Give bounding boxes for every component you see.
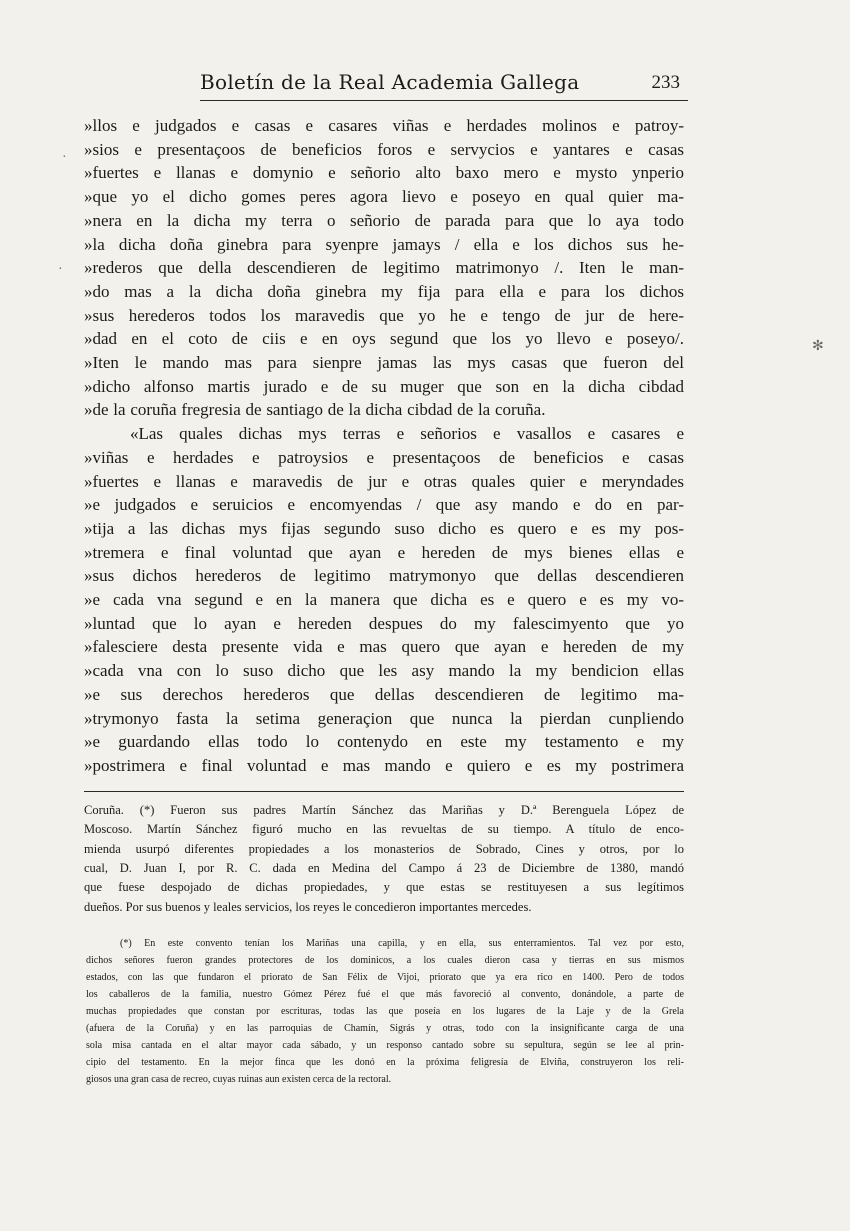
footnote-line: dueños. Por sus buenos y leales servicios, los reyes le concedieron importantes mercedes. <box>84 899 532 914</box>
running-title: Boletín de la Real Academia Gallega <box>200 70 580 94</box>
text-line: »que yo el dicho gomes peres agora lievo e poseyo en qual quier ma- <box>84 187 684 207</box>
text-line: »sus dichos herederos de legitimo matrymonyo que dellas descendieren <box>84 566 684 586</box>
text-line: »dad en el coto de ciis e en oys segund que los yo llevo e poseyo/. <box>84 329 684 349</box>
text-line: »luntad que lo ayan e hereden despues do my falescimyento que yo <box>84 613 684 633</box>
text-line: »e guardando ellas todo lo contenydo en este my testamento e my <box>84 732 684 752</box>
footnote-line: Moscoso. Martín Sánchez figuró mucho en las revueltas de su tiempo. A título de enco- <box>84 822 684 837</box>
text-line: »sios e presentaçoos de beneficios foros e servycios e yantares e casas <box>84 139 684 159</box>
footnote-line: (afuera de la Coruña) y en las parroquias de Chamín, Sigrás y otras, todo con la insignificante carga de una <box>86 1023 684 1034</box>
text-line: »Iten le mando mas para sienpre jamas las mys casas que fueron del <box>84 353 684 372</box>
text-line: »rederos que della descendieren de legitimo matrimonyo /. Iten le man- <box>84 258 684 278</box>
footnote-line: los caballeros de la familia, nuestro Gómez Pérez fué el que más favoreció al convento, donándole, a parte de <box>86 989 684 1000</box>
dust-mark-icon: · <box>58 262 63 277</box>
footnote-line: (*) En este convento tenían los Mariñas una capilla, y en ella, sus enterramientos. Tal vez por esto, <box>120 938 684 949</box>
text-line: »postrimera e final voluntad e mas mando e quiero e es my postrimera <box>84 755 684 775</box>
text-line: »tija a las dichas mys fijas segundo suso dicho es quero e es my pos- <box>84 518 684 538</box>
footnote-line: cual, D. Juan I, por R. C. dada en Medina del Campo á 23 de Diciembre de 1380, mandó <box>84 860 684 875</box>
text-line: »e sus derechos herederos que dellas descendieren de legitimo ma- <box>84 684 684 704</box>
footnote-line: giosos una gran casa de recreo, cuyas ruinas aun existen cerca de la rectoral. <box>86 1074 392 1085</box>
text-line: »cada vna con lo suso dicho que les asy mando la my bendicion ellas <box>84 661 684 681</box>
page-number: 233 <box>651 72 680 93</box>
text-line: »la dicha doña ginebra para syenpre jamays / ella e los dichos sus he- <box>84 234 684 254</box>
footnote-line: sola misa cantada en el altar mayor cada sábado, y un responso cantado sobre su sepultura, según se lee al prin- <box>86 1040 684 1051</box>
footnote-divider <box>84 791 684 792</box>
text-line: «Las quales dichas mys terras e señorios e vasallos e casares e <box>130 424 684 444</box>
text-line: »viñas e herdades e patroysios e presentaçoos de beneficios e casas <box>84 447 684 467</box>
text-line: »fuertes e llanas e domynio e señorio alto baxo mero e mysto ynperio <box>84 163 684 183</box>
text-line: »e cada vna segund e en la manera que dicha es e quero e es my vo- <box>84 590 684 609</box>
text-line: »dicho alfonso martis jurado e de su muger que son en la dicha cibdad <box>84 376 684 396</box>
footnote-line: Coruña. (*) Fueron sus padres Martín Sánchez das Mariñas y D.ª Berenguela López de <box>84 803 684 817</box>
footnote-line: muchas propiedades que constan por escrituras, todas las que poseía en los lugares de la Laje y de la Grela <box>86 1006 684 1017</box>
footnote-line: dichos señores fueron grandes protectores de los dominicos, a los cuales dieron casa y tierras en sus mismos <box>86 955 684 966</box>
text-line: »nera en la dicha my terra o señorio de parada para que lo aya todo <box>84 210 684 230</box>
page-header <box>200 66 688 101</box>
text-line: »tremera e final voluntad que ayan e hereden de mys bienes ellas e <box>84 542 684 562</box>
ink-blot-icon: ✻ <box>812 339 824 354</box>
dust-mark-icon: · <box>62 150 67 165</box>
footnote-line: cipio del testamento. En la mejor finca que les donó en la próxima feligresía de Elviña, construyeron los reli- <box>86 1057 684 1068</box>
footnote-line: mienda usurpó diferentes propiedades a los monasterios de Sobrado, Cines y otros, por lo <box>84 841 684 856</box>
text-line: »fuertes e llanas e maravedis de jur e otras quales quier e meryndades <box>84 471 684 491</box>
footnote-line: estados, con las que fundaron el priorato de San Félix de Vijoi, priorato que ya era rico en 1400. Pero de todos <box>86 972 684 983</box>
text-line: »do mas a la dicha doña ginebra my fija para ella e para los dichos <box>84 281 684 301</box>
text-line: »de la coruña fregresia de santiago de la dicha cibdad de la coruña. <box>84 400 546 420</box>
text-line: »sus herederos todos los maravedis que yo he e tengo de jur de here- <box>84 305 684 325</box>
footnote-line: que fuese despojado de dichas propiedades, y que estas se restituyesen a sus legítimos <box>84 880 684 895</box>
text-line: »e judgados e seruicios e encomyendas / que asy mando e do en par- <box>84 495 684 515</box>
text-line: »falesciere desta presente vida e mas quero que ayan e hereden de my <box>84 637 684 657</box>
text-line: »llos e judgados e casas e casares viñas e herdades molinos e patroy- <box>84 116 684 135</box>
text-line: »trymonyo fasta la setima generaçion que nunca la pierdan cunpliendo <box>84 708 684 728</box>
